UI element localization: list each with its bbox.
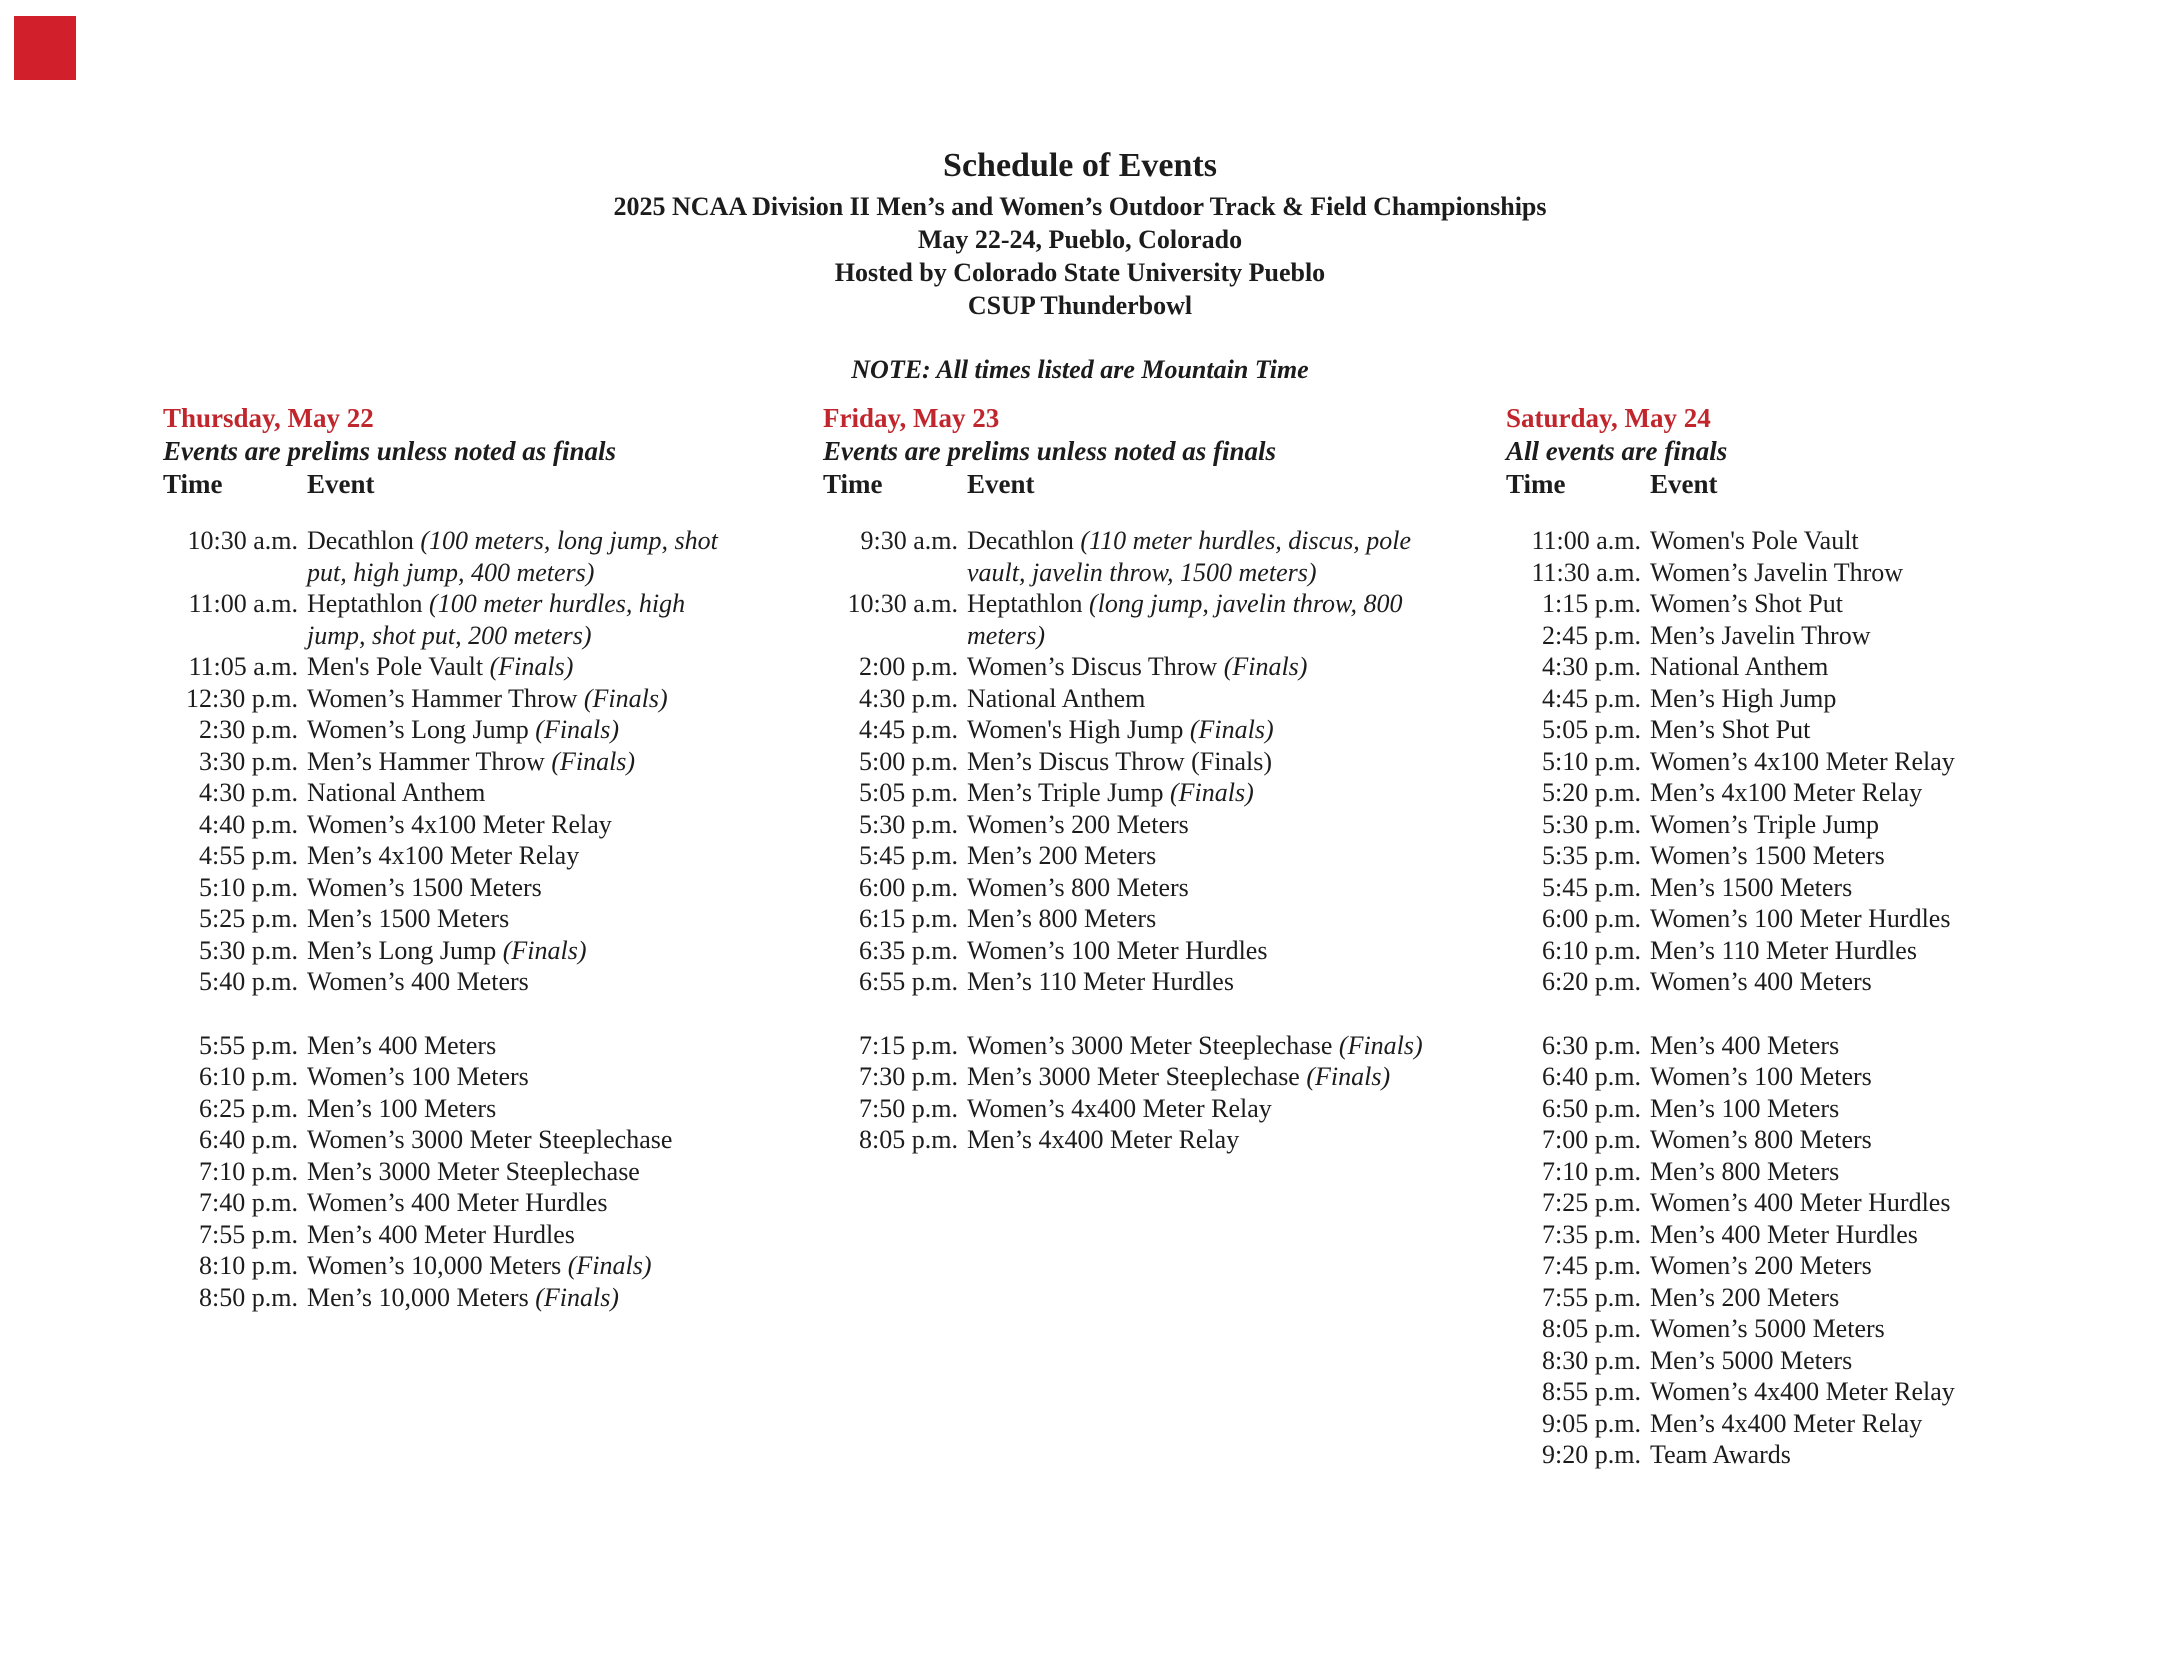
schedule-row <box>1506 1439 2111 1471</box>
event-name: Heptathlon (long jump, javelin throw, 800 meters) <box>967 589 1403 650</box>
event-detail: (Finals) <box>489 652 574 681</box>
event-time: 11:00 a.m. <box>1531 526 1641 555</box>
subtitle-dates-location: May 22-24, Pueblo, Colorado <box>917 225 1243 254</box>
event-time: 4:45 p.m. <box>1542 683 1641 713</box>
event-name: Men’s 4x400 Meter Relay <box>1650 1408 1923 1438</box>
event-detail: (Finals) <box>551 746 636 776</box>
event-detail: (Finals) <box>1189 715 1274 744</box>
schedule-row <box>163 651 728 683</box>
schedule-row <box>1506 1376 2111 1408</box>
schedule-row <box>1506 935 2111 967</box>
schedule-row <box>823 1124 1428 1156</box>
event-time: 5:55 p.m. <box>199 1030 298 1060</box>
event-time: 2:30 p.m. <box>199 715 298 744</box>
event-time: 6:15 p.m. <box>859 904 958 933</box>
schedule-row <box>163 1124 728 1156</box>
event-name: National Anthem <box>1650 652 1829 681</box>
event-time: 5:35 p.m. <box>1542 841 1641 870</box>
event-time: 8:30 p.m. <box>1542 1345 1641 1375</box>
event-name: Women’s 4x400 Meter Relay <box>1650 1377 1955 1406</box>
event-time: 4:30 p.m. <box>859 683 958 713</box>
table-header-row <box>823 468 1428 501</box>
event-name: Men’s 100 Meters <box>1650 1093 1840 1123</box>
event-name: Men’s 1500 Meters <box>307 904 510 933</box>
event-detail: (Finals) <box>502 935 587 965</box>
day-column-thursday <box>163 402 728 1313</box>
event-name: Men’s Javelin Throw <box>1650 620 1871 650</box>
event-time: 6:00 p.m. <box>859 872 958 902</box>
event-name: Women’s 100 Meter Hurdles <box>1650 904 1951 933</box>
event-time: 5:25 p.m. <box>199 904 298 933</box>
event-time: 7:00 p.m. <box>1542 1125 1641 1154</box>
schedule-row <box>1506 1313 2111 1345</box>
event-name: Men’s 110 Meter Hurdles <box>967 967 1234 996</box>
schedule-row <box>163 746 728 778</box>
schedule-row <box>823 966 1428 998</box>
event-name: Women's High Jump (Finals) <box>967 715 1274 744</box>
event-name: Women’s 4x100 Meter Relay <box>1650 746 1955 776</box>
event-time: 10:30 a.m. <box>847 589 958 618</box>
event-detail: (110 meter hurdles, discus, pole vault, javelin throw, 1500 meters) <box>967 526 1412 587</box>
event-time: 5:10 p.m. <box>199 872 298 902</box>
event-time: 6:10 p.m. <box>1542 935 1641 965</box>
event-time: 6:00 p.m. <box>1542 904 1641 933</box>
schedule-row <box>1506 966 2111 998</box>
day-column-friday <box>823 402 1428 1156</box>
schedule-row <box>823 903 1428 935</box>
event-time: 6:40 p.m. <box>199 1125 298 1154</box>
event-time: 8:10 p.m. <box>199 1251 298 1280</box>
day-column-saturday <box>1506 402 2111 1471</box>
schedule-row <box>823 1030 1428 1062</box>
event-column-header: Event <box>307 469 375 499</box>
event-name: Men’s 4x100 Meter Relay <box>307 841 580 870</box>
event-time: 7:40 p.m. <box>199 1188 298 1217</box>
schedule-row <box>1506 1187 2111 1219</box>
subtitle-venue: CSUP Thunderbowl <box>967 291 1193 320</box>
event-time: 1:15 p.m. <box>1542 589 1641 618</box>
schedule-row <box>1506 1408 2111 1440</box>
event-time: 10:30 a.m. <box>187 526 298 555</box>
event-time: 5:45 p.m. <box>1542 872 1641 902</box>
event-time: 8:05 p.m. <box>859 1125 958 1154</box>
event-name: Women’s 1500 Meters <box>1650 841 1885 870</box>
event-column-header: Event <box>967 469 1035 499</box>
event-time: 9:30 a.m. <box>860 526 958 555</box>
event-name: Women’s 400 Meter Hurdles <box>1650 1188 1951 1217</box>
day-subheading: Events are prelims unless noted as finals <box>823 436 1277 466</box>
event-detail: (Finals) <box>535 1282 619 1312</box>
event-name: Heptathlon (100 meter hurdles, high jump, shot put, 200 meters) <box>307 589 686 650</box>
document-header <box>0 0 2160 385</box>
event-time: 4:45 p.m. <box>859 715 958 744</box>
event-name: Women’s 200 Meters <box>967 809 1189 839</box>
subtitle-championships: 2025 NCAA Division II Men’s and Women’s Outdoor Track & Field Championships <box>613 192 1547 221</box>
event-name: Men’s 10,000 Meters (Finals) <box>307 1282 619 1312</box>
schedule-block <box>1506 1030 2111 1471</box>
schedule-row <box>823 777 1428 809</box>
event-name: Women’s 400 Meters <box>1650 967 1872 996</box>
schedule-row <box>1506 872 2111 904</box>
event-time: 7:50 p.m. <box>859 1093 958 1123</box>
event-time: 7:25 p.m. <box>1542 1188 1641 1217</box>
event-name: Men’s Triple Jump (Finals) <box>967 778 1254 807</box>
event-name: Women’s 100 Meters <box>307 1062 529 1091</box>
event-name: Women's Pole Vault <box>1650 526 1859 555</box>
event-detail: (Finals) <box>535 715 620 744</box>
schedule-row <box>1506 525 2111 557</box>
event-time: 4:30 p.m. <box>1542 652 1641 681</box>
event-time: 5:00 p.m. <box>859 746 958 776</box>
time-column-header: Time <box>823 469 883 499</box>
event-name: Women’s 10,000 Meters (Finals) <box>307 1251 652 1280</box>
event-name: Men’s Shot Put <box>1650 715 1811 744</box>
event-detail: (Finals) <box>583 683 668 713</box>
event-detail: (100 meters, long jump, shot put, high jump, 400 meters) <box>307 526 718 587</box>
schedule-block <box>823 525 1428 998</box>
day-subheading: All events are finals <box>1506 436 1728 466</box>
schedule-block <box>823 1030 1428 1156</box>
schedule-row <box>1506 1061 2111 1093</box>
event-detail: (Finals) <box>1306 1062 1391 1091</box>
schedule-row <box>163 840 728 872</box>
timezone-note: NOTE: All times listed are Mountain Time <box>851 355 1309 384</box>
event-name: Men’s 200 Meters <box>1650 1282 1840 1312</box>
event-time: 5:45 p.m. <box>859 841 958 870</box>
schedule-row <box>163 1187 728 1219</box>
event-time: 7:55 p.m. <box>199 1219 298 1249</box>
event-time: 6:30 p.m. <box>1542 1030 1641 1060</box>
schedule-row <box>1506 714 2111 746</box>
schedule-row <box>163 1061 728 1093</box>
event-name: Men’s 100 Meters <box>307 1093 497 1123</box>
event-time: 5:05 p.m. <box>859 778 958 807</box>
event-name: Women’s 3000 Meter Steeplechase (Finals) <box>967 1030 1423 1060</box>
event-name: Men’s 3000 Meter Steeplechase (Finals) <box>967 1062 1391 1091</box>
event-name: Women’s 4x100 Meter Relay <box>307 809 612 839</box>
event-name: Men’s 400 Meters <box>307 1030 497 1060</box>
event-detail: (Finals) <box>1223 652 1308 681</box>
event-time: 4:55 p.m. <box>199 841 298 870</box>
event-time: 6:25 p.m. <box>199 1093 298 1123</box>
event-time: 5:30 p.m. <box>859 809 958 839</box>
event-name: Men’s 110 Meter Hurdles <box>1650 935 1917 965</box>
time-column-header: Time <box>1506 469 1566 499</box>
schedule-row <box>1506 1282 2111 1314</box>
time-column-header: Time <box>163 469 223 499</box>
event-time: 9:20 p.m. <box>1542 1440 1641 1469</box>
event-time: 8:50 p.m. <box>199 1282 298 1312</box>
schedule-row <box>163 714 728 746</box>
event-time: 6:50 p.m. <box>1542 1093 1641 1123</box>
schedule-block <box>1506 525 2111 998</box>
schedule-row <box>823 588 1428 651</box>
event-name: Team Awards <box>1650 1440 1791 1469</box>
event-time: 11:00 a.m. <box>188 589 298 618</box>
schedule-row <box>163 872 728 904</box>
schedule-rows <box>1506 525 2111 1471</box>
event-time: 5:30 p.m. <box>199 935 298 965</box>
schedule-block <box>163 525 728 998</box>
event-time: 2:45 p.m. <box>1542 620 1641 650</box>
schedule-rows <box>823 525 1428 1156</box>
event-column-header: Event <box>1650 469 1718 499</box>
event-name: Men’s 800 Meters <box>1650 1156 1840 1186</box>
schedule-row <box>1506 1250 2111 1282</box>
event-time: 7:55 p.m. <box>1542 1282 1641 1312</box>
event-name: Women’s 5000 Meters <box>1650 1314 1885 1343</box>
event-name: Decathlon (100 meters, long jump, shot put, high jump, 400 meters) <box>307 526 718 587</box>
event-name: Decathlon (110 meter hurdles, discus, pole vault, javelin throw, 1500 meters) <box>967 526 1412 587</box>
event-name: Men’s 200 Meters <box>967 841 1157 870</box>
day-heading: Thursday, May 22 <box>163 403 374 433</box>
event-name: Women’s Shot Put <box>1650 589 1843 618</box>
table-header-row <box>163 468 728 501</box>
schedule-row <box>823 525 1428 588</box>
event-time: 7:10 p.m. <box>1542 1156 1641 1186</box>
schedule-row <box>163 935 728 967</box>
schedule-row <box>163 683 728 715</box>
event-time: 8:55 p.m. <box>1542 1377 1641 1406</box>
schedule-row <box>163 1282 728 1314</box>
schedule-row <box>1506 1093 2111 1125</box>
event-name: Women’s 200 Meters <box>1650 1251 1872 1280</box>
event-name: Women’s 1500 Meters <box>307 872 542 902</box>
schedule-block <box>163 1030 728 1314</box>
event-detail: (long jump, javelin throw, 800 meters) <box>967 589 1403 650</box>
event-name: National Anthem <box>967 683 1146 713</box>
event-name: Men’s Long Jump (Finals) <box>307 935 587 965</box>
event-name: Men’s 400 Meters <box>1650 1030 1840 1060</box>
schedule-row <box>823 683 1428 715</box>
schedule-row <box>163 1093 728 1125</box>
schedule-row <box>1506 1124 2111 1156</box>
event-name: Women’s 100 Meter Hurdles <box>967 935 1268 965</box>
day-heading: Friday, May 23 <box>823 403 1000 433</box>
event-name: Women’s 400 Meters <box>307 967 529 996</box>
event-name: National Anthem <box>307 778 486 807</box>
schedule-row <box>163 966 728 998</box>
schedule-row <box>1506 557 2111 589</box>
event-name: Men’s Discus Throw (Finals) <box>967 746 1273 776</box>
schedule-row <box>823 746 1428 778</box>
event-time: 7:15 p.m. <box>859 1030 958 1060</box>
schedule-row <box>163 588 728 651</box>
event-name: Women’s 100 Meters <box>1650 1062 1872 1091</box>
event-name: Men's Pole Vault (Finals) <box>307 652 574 681</box>
event-name: Men’s 1500 Meters <box>1650 872 1853 902</box>
event-time: 12:30 p.m. <box>186 683 298 713</box>
schedule-row <box>1506 809 2111 841</box>
schedule-row <box>823 872 1428 904</box>
schedule-row <box>163 903 728 935</box>
event-name: Men’s 5000 Meters <box>1650 1345 1853 1375</box>
event-detail: (Finals) <box>567 1251 652 1280</box>
schedule-row <box>1506 1030 2111 1062</box>
event-time: 5:30 p.m. <box>1542 809 1641 839</box>
event-detail: (100 meter hurdles, high jump, shot put, 200 meters) <box>307 589 686 650</box>
event-name: Women’s 800 Meters <box>967 872 1189 902</box>
event-name: Women’s 800 Meters <box>1650 1125 1872 1154</box>
event-time: 6:10 p.m. <box>199 1062 298 1091</box>
schedule-row <box>163 1156 728 1188</box>
schedule-row <box>1506 588 2111 620</box>
schedule-row <box>823 809 1428 841</box>
red-corner-marker <box>14 16 76 80</box>
event-name: Men’s 4x100 Meter Relay <box>1650 778 1923 807</box>
schedule-row <box>823 651 1428 683</box>
event-time: 5:05 p.m. <box>1542 715 1641 744</box>
event-name: Women’s Javelin Throw <box>1650 557 1904 587</box>
schedule-rows <box>163 525 728 1313</box>
event-name: Men’s High Jump <box>1650 683 1837 713</box>
schedule-row <box>163 525 728 588</box>
event-time: 5:40 p.m. <box>199 967 298 996</box>
event-name: Women’s Hammer Throw (Finals) <box>307 683 668 713</box>
schedule-row <box>163 809 728 841</box>
event-time: 4:40 p.m. <box>199 809 298 839</box>
schedule-row <box>163 1030 728 1062</box>
event-time: 6:20 p.m. <box>1542 967 1641 996</box>
subtitle-host: Hosted by Colorado State University Pueblo <box>834 258 1326 287</box>
schedule-row <box>823 840 1428 872</box>
event-name: Men’s 800 Meters <box>967 904 1157 933</box>
schedule-row <box>823 1093 1428 1125</box>
event-name: Men’s 3000 Meter Steeplechase <box>307 1156 640 1186</box>
schedule-row <box>163 777 728 809</box>
event-time: 7:35 p.m. <box>1542 1219 1641 1249</box>
schedule-row <box>823 714 1428 746</box>
event-name: Men’s Hammer Throw (Finals) <box>307 746 636 776</box>
event-time: 6:55 p.m. <box>859 967 958 996</box>
schedule-row <box>1506 746 2111 778</box>
schedule-row <box>1506 777 2111 809</box>
schedule-row <box>163 1250 728 1282</box>
day-heading: Saturday, May 24 <box>1506 403 1711 433</box>
event-time: 7:10 p.m. <box>199 1156 298 1186</box>
schedule-row <box>1506 1345 2111 1377</box>
event-time: 8:05 p.m. <box>1542 1314 1641 1343</box>
schedule-row <box>163 1219 728 1251</box>
event-name: Women’s 4x400 Meter Relay <box>967 1093 1272 1123</box>
schedule-row <box>1506 840 2111 872</box>
event-time: 2:00 p.m. <box>859 652 958 681</box>
schedule-row <box>1506 683 2111 715</box>
schedule-row <box>1506 651 2111 683</box>
event-time: 7:30 p.m. <box>859 1062 958 1091</box>
event-name: Men’s 4x400 Meter Relay <box>967 1125 1240 1154</box>
event-name: Women’s Long Jump (Finals) <box>307 715 620 744</box>
event-time: 3:30 p.m. <box>199 746 298 776</box>
event-time: 6:35 p.m. <box>859 935 958 965</box>
schedule-row <box>823 935 1428 967</box>
page-title: Schedule of Events <box>943 147 1217 184</box>
event-name: Women’s 400 Meter Hurdles <box>307 1188 608 1217</box>
event-time: 9:05 p.m. <box>1542 1408 1641 1438</box>
schedule-row <box>1506 1219 2111 1251</box>
day-subheading: Events are prelims unless noted as finals <box>163 436 617 466</box>
event-detail: (Finals) <box>1170 778 1254 807</box>
event-time: 11:30 a.m. <box>1531 557 1641 587</box>
event-time: 5:10 p.m. <box>1542 746 1641 776</box>
event-time: 6:40 p.m. <box>1542 1062 1641 1091</box>
event-name: Men’s 400 Meter Hurdles <box>1650 1219 1918 1249</box>
table-header-row <box>1506 468 2111 501</box>
event-time: 7:45 p.m. <box>1542 1251 1641 1280</box>
event-name: Women’s Triple Jump <box>1650 809 1880 839</box>
event-detail: (Finals) <box>1338 1030 1423 1060</box>
event-time: 4:30 p.m. <box>199 778 298 807</box>
event-name: Men’s 400 Meter Hurdles <box>307 1219 575 1249</box>
event-name: Women’s Discus Throw (Finals) <box>967 652 1308 681</box>
schedule-row <box>823 1061 1428 1093</box>
event-time: 11:05 a.m. <box>188 652 298 681</box>
schedule-row <box>1506 903 2111 935</box>
event-name: Women’s 3000 Meter Steeplechase <box>307 1125 673 1154</box>
event-time: 5:20 p.m. <box>1542 778 1641 807</box>
schedule-row <box>1506 620 2111 652</box>
schedule-row <box>1506 1156 2111 1188</box>
